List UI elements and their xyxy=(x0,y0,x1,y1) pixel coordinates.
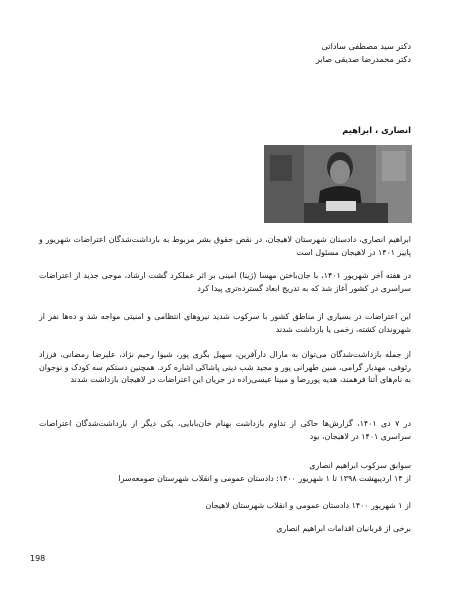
portrait-photo xyxy=(264,145,412,223)
paragraph: از جمله بازداشت‌شدگان می‌توان به مارال دارآفرین، سهیل بگری پور، شیوا رحیم نژاد، علیرضا رمضانی، فرزاد رئوفی، مهدیار گرامی، مبین طهرانی پور و مجید شب دینی پاشاکی اشاره کرد. همچنین دستکم سه کودک و نوجوان به نام‌های آتنا فرهمند، هدیه پوررضا و مبینا عیسی‌زاده در جریان این اعتراضات در لاهیجان بازداشت شدند xyxy=(39,350,411,385)
record-heading: سوابق سرکوب ابراهیم انصاری xyxy=(309,461,411,470)
record-item: برخی از قربانیان اقدامات ابراهیم انصاری xyxy=(276,524,411,533)
record-item: از ۱ شهریور ۱۴۰۰ دادستان عمومی و انقلاب شهرستان لاهیجان xyxy=(205,501,411,510)
author-line: دکتر محمدرضا صدیقی صابر xyxy=(315,54,411,64)
page-number: 198 xyxy=(30,554,46,563)
paragraph: در ۷ دی ۱۴۰۱، گزارش‌ها حاکی از تداوم بازداشت بهنام خان‌بابایی، یکی دیگر از بازداشت‌شدگان اعتراضات سراسری ۱۴۰۱ در لاهیجان، بود xyxy=(39,419,411,441)
authors-block xyxy=(51,40,411,66)
record-item: از ۱۴ اردیبهشت ۱۳۹۸ تا ۱ شهریور ۱۴۰۰: دادستان عمومی و انقلاب شهرستان صومعه‌سرا xyxy=(118,474,411,483)
author-line: دکتر سید مصطفی ساداتی xyxy=(321,41,411,51)
paragraph: در هفته آخر شهریور ۱۴۰۱، با جان‌باختن مهسا (ژینا) امینی بر اثر عملکرد گشت ارشاد، موجی جدید از اعتراضات سراسری در کشور آغاز شد که به تدریج ابعاد گسترده‌تری پیدا کرد xyxy=(39,271,412,293)
section-title: انصاری ، ابراهیم xyxy=(342,125,411,135)
paragraph: ابراهیم انصاری، دادستان شهرستان لاهیجان، در نقض حقوق بشر مربوط به بازداشت‌شدگان اعتراضات شهریور و پاییز ۱۴۰۱ در لاهیجان مسئول است xyxy=(39,235,411,257)
paragraph: این اعتراضات در بسیاری از مناطق کشور با سرکوب شدید نیروهای انتظامی و امنیتی مواجه شد و ده‌ها نفر از شهروندان کشته، زخمی یا بازداشت شدند xyxy=(39,312,411,334)
